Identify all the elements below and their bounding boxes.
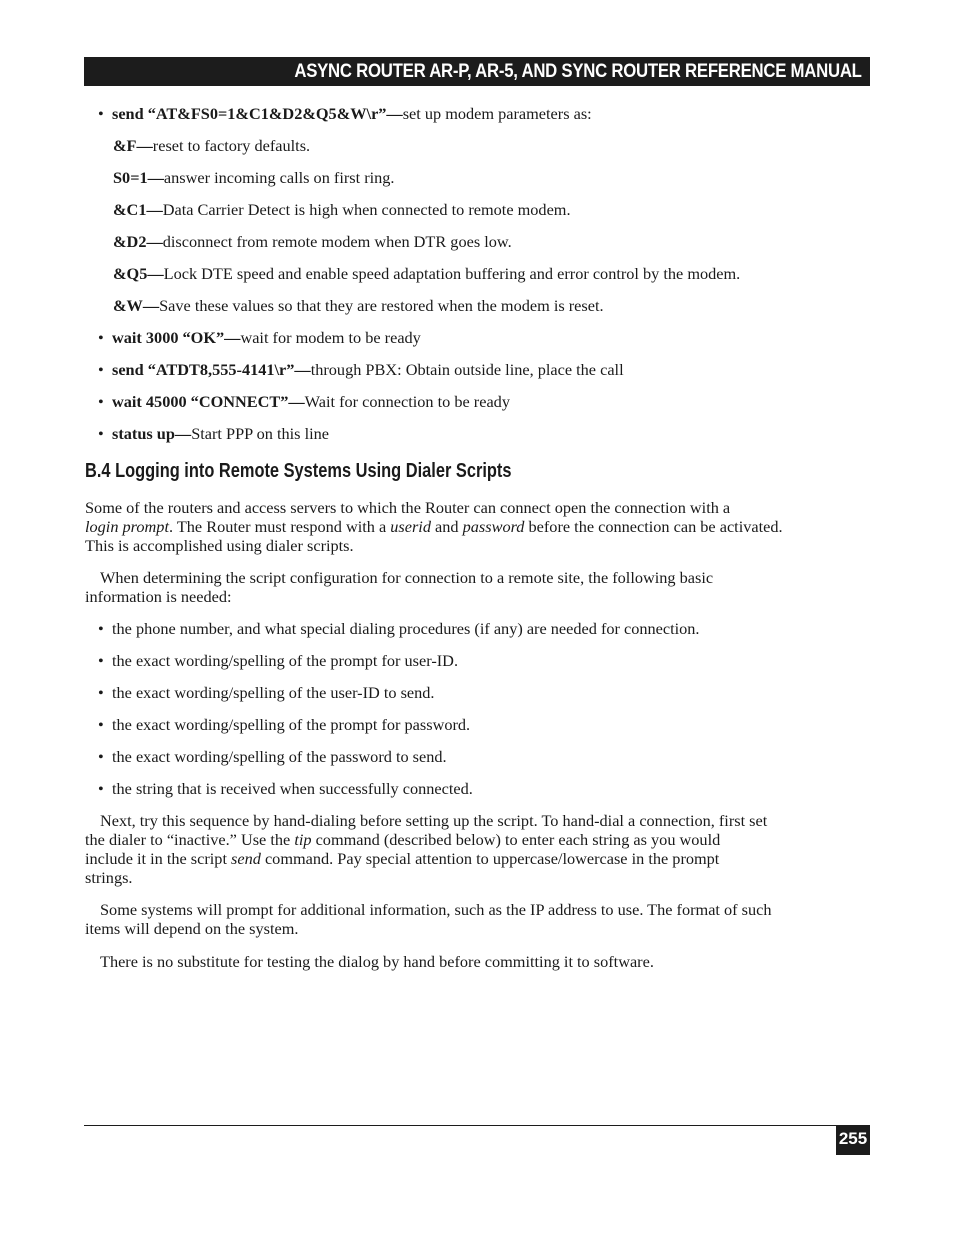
text: and: [430, 517, 463, 536]
param-desc: Data Carrier Detect is high when connected to remote modem.: [162, 200, 571, 219]
bullet-icon: •: [98, 104, 104, 123]
info-text: the exact wording/spelling of the password to send.: [112, 747, 447, 766]
text: . The Router must respond with a: [168, 517, 391, 536]
text: command (described below) to enter each string as you would: [311, 830, 721, 849]
paragraph-line: This is accomplished using dialer scripts.: [85, 536, 354, 555]
text: command. Pay special attention to uppercase/lowercase in the prompt: [260, 849, 720, 868]
param-desc: reset to factory defaults.: [152, 136, 311, 155]
step-desc: wait for modem to be ready: [240, 328, 421, 347]
bullet-icon: •: [98, 779, 104, 798]
italic-term: userid: [390, 517, 431, 536]
bullet-icon: •: [98, 747, 104, 766]
command-code: send “AT&FS0=1&C1&D2&Q5&W\r”—: [112, 104, 403, 123]
param-desc: disconnect from remote modem when DTR goes low.: [162, 232, 512, 251]
command-desc: set up modem parameters as:: [402, 104, 592, 123]
section-heading: B.4 Logging into Remote Systems Using Dialer Scripts: [85, 460, 512, 482]
paragraph-line: information is needed:: [85, 587, 232, 606]
page-number: 255: [836, 1125, 870, 1155]
param-desc: answer incoming calls on first ring.: [163, 168, 395, 187]
info-text: the exact wording/spelling of the user-ID to send.: [112, 683, 435, 702]
bullet-icon: •: [98, 424, 104, 443]
header-bar: [84, 57, 870, 86]
step-cmd: send “ATDT8,555-4141\r”—: [112, 360, 311, 379]
bullet-icon: •: [98, 328, 104, 347]
paragraph-line: strings.: [85, 868, 133, 887]
italic-term: tip: [294, 830, 312, 849]
param-code: &F—: [113, 136, 153, 155]
italic-term: send: [231, 849, 261, 868]
param-desc: Save these values so that they are restored when the modem is reset.: [159, 296, 604, 315]
paragraph-line: When determining the script configuration for connection to a remote site, the following basic: [100, 568, 714, 587]
paragraph-line: [85, 830, 720, 849]
paragraph-line: Some systems will prompt for additional information, such as the IP address to use. The format of such: [100, 900, 772, 919]
step-cmd: status up—: [112, 424, 192, 443]
paragraph-line: [85, 517, 783, 536]
paragraph-line: There is no substitute for testing the dialog by hand before committing it to software.: [100, 952, 654, 971]
param-desc: Lock DTE speed and enable speed adaptation buffering and error control by the modem.: [163, 264, 741, 283]
param-code: &W—: [113, 296, 160, 315]
bullet-icon: •: [98, 715, 104, 734]
step-desc: Start PPP on this line: [191, 424, 329, 443]
info-text: the exact wording/spelling of the prompt for password.: [112, 715, 471, 734]
bullet-icon: •: [98, 619, 104, 638]
italic-term: password: [462, 517, 525, 536]
param-code: &C1—: [113, 200, 163, 219]
bullet-icon: •: [98, 360, 104, 379]
bullet-icon: •: [98, 683, 104, 702]
step-desc: through PBX: Obtain outside line, place the call: [310, 360, 624, 379]
bullet-icon: •: [98, 651, 104, 670]
step-desc: Wait for connection to be ready: [304, 392, 510, 411]
text: include it in the script: [85, 849, 232, 868]
manual-title: ASYNC ROUTER AR-P, AR-5, AND SYNC ROUTER REFERENCE MANUAL: [294, 60, 862, 82]
paragraph-line: Some of the routers and access servers to which the Router can connect open the connection with a: [85, 498, 731, 517]
italic-term: login prompt: [85, 517, 169, 536]
step-cmd: wait 3000 “OK”—: [112, 328, 241, 347]
text: before the connection can be activated.: [524, 517, 783, 536]
bullet-icon: •: [98, 392, 104, 411]
param-code: &D2—: [113, 232, 163, 251]
paragraph-line: [85, 849, 719, 868]
info-text: the string that is received when successfully connected.: [112, 779, 473, 798]
footer-rule: [84, 1125, 870, 1126]
paragraph-line: items will depend on the system.: [85, 919, 299, 938]
step-cmd: wait 45000 “CONNECT”—: [112, 392, 305, 411]
param-code: S0=1—: [113, 168, 164, 187]
param-code: &Q5—: [113, 264, 164, 283]
text: the dialer to “inactive.” Use the: [85, 830, 295, 849]
paragraph-line: Next, try this sequence by hand-dialing before setting up the script. To hand-dial a connection, first set: [100, 811, 768, 830]
info-text: the exact wording/spelling of the prompt for user-ID.: [112, 651, 459, 670]
info-text: the phone number, and what special dialing procedures (if any) are needed for connection.: [112, 619, 700, 638]
